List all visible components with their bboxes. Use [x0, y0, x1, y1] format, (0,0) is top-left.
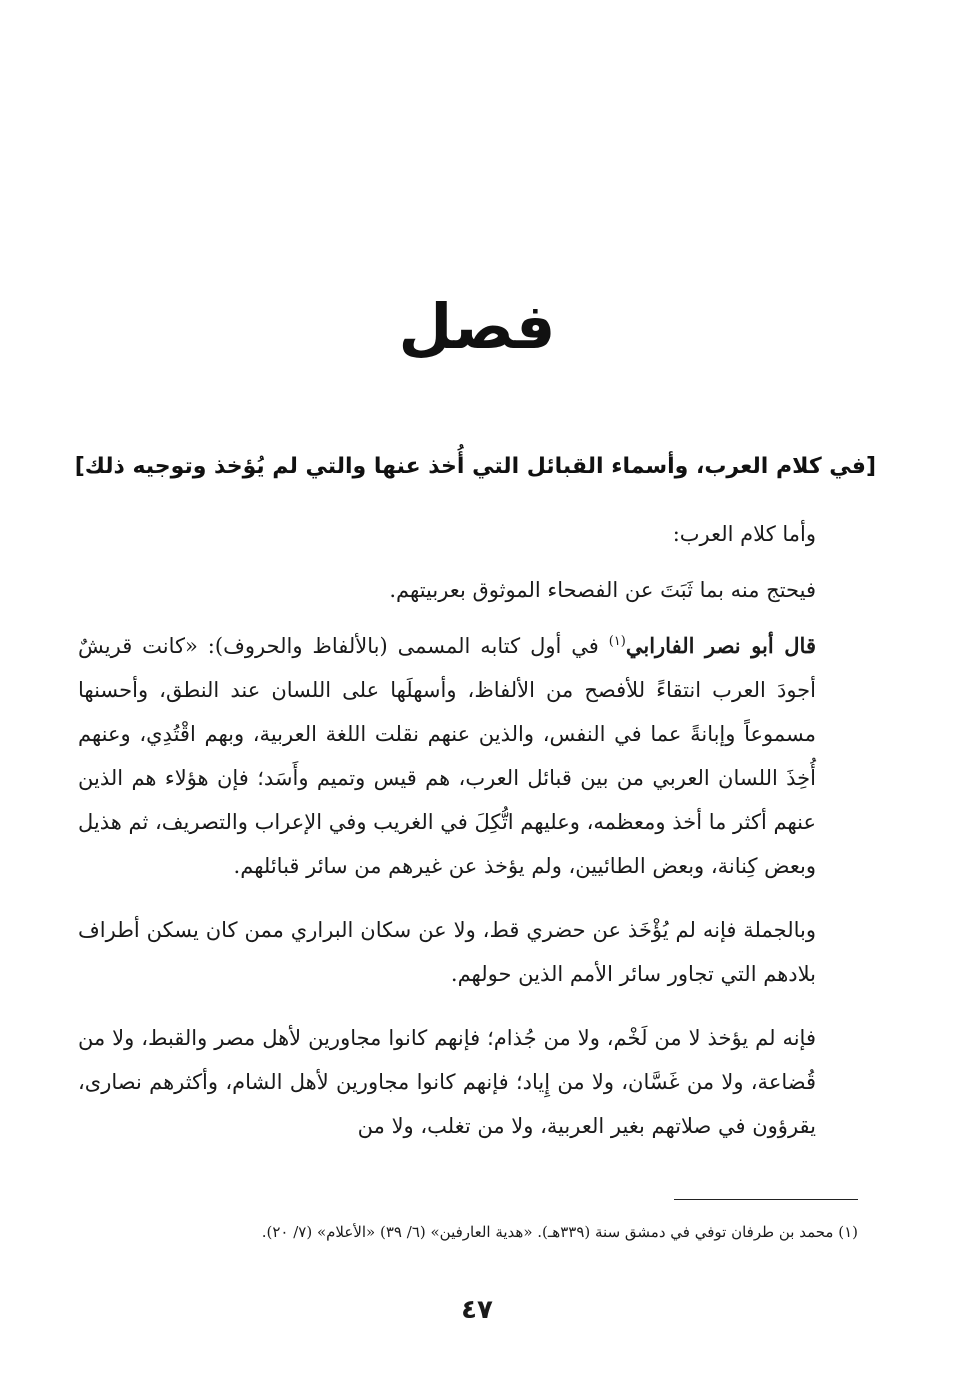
quoted-author: قال أبو نصر الفارابي [625, 633, 816, 658]
footnote: (١) محمد بن طرفان توفي في دمشق سنة (٣٣٩هـ). «هدية العارفين» (٦/ ٣٩) «الأعلام» (٧/ ٢٠). [261, 1223, 858, 1241]
paragraph-summary: وبالجملة فإنه لم يُؤْخَذ عن حضري قط، ولا عن سكان البراري ممن كان يسكن أطراف بلادهم التي تجاور سائر الأمم الذين حولهم. [78, 918, 816, 986]
paragraph-farabi-quote [78, 624, 816, 888]
body-text [78, 512, 816, 1168]
paragraph-argument: فيحتج منه بما ثَبَتَ عن الفصحاء الموثوق بعربيتهم. [389, 578, 816, 602]
quote-text: في أول كتابه المسمى (بالألفاظ والحروف): «كانت قريشٌ أجودَ العرب انتقاءً للأفصح من الألفاظ، وأسهلَها على اللسان عند النطق، وأحسنها مسموعاً وإبانةً عما في النفس، والذين عنهم نقلت اللغة العربية، وبهم اقْتُدِي، وعنهم أُخِذَ اللسان العربي من بين قبائل العرب، هم قيس وتميم وأَسَد؛ فإن هؤلاء هم الذين عنهم أكثر ما أخذ ومعظمه، وعليهم اتُّكِلَ في الغريب وفي الإعراب والتصريف، ثم هذيل وبعض كِنانة، وبعض الطائيين، ولم يؤخذ عن غيرهم من سائر قبائلهم. [78, 634, 816, 878]
chapter-title: فصل [398, 290, 556, 363]
section-heading: [في كلام العرب، وأسماء القبائل التي أُخذ عنها والتي لم يُؤخذ وتوجيه ذلك] [74, 454, 876, 479]
page-number: ٤٧ [461, 1295, 493, 1325]
footnote-divider [674, 1199, 858, 1200]
paragraph-intro: وأما كلام العرب: [672, 522, 816, 546]
footnote-reference[interactable]: (١) [608, 634, 626, 649]
paragraph-tribes: فإنه لم يؤخذ لا من لَخْم، ولا من جُذام؛ فإنهم كانوا مجاورين لأهل مصر والقبط، ولا من قُضاعة، ولا من غَسَّان، ولا من إِياد؛ فإنهم كانوا مجاورين لأهل الشام، وأكثرهم نصارى، يقرؤون في صلاتهم بغير العربية، ولا من تغلب، ولا من [78, 1026, 816, 1138]
